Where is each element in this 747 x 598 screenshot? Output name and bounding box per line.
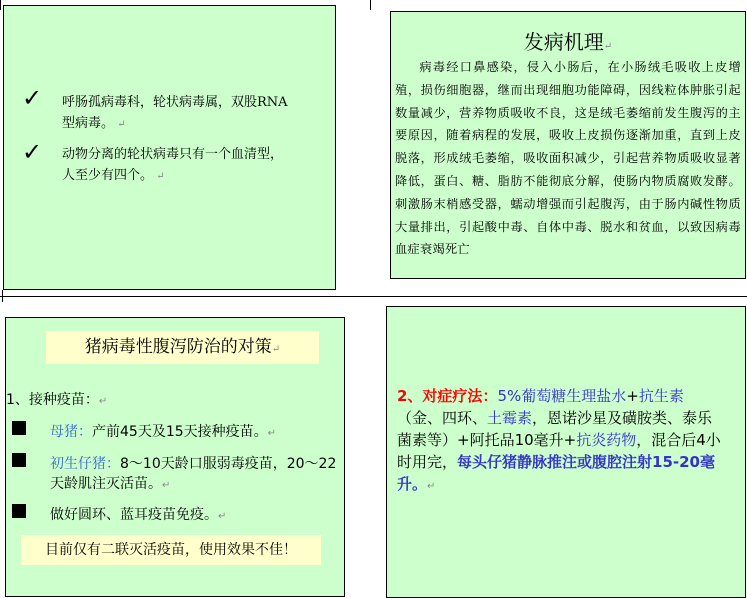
vaccine-item-other: 做好圆环、蓝耳疫苗免疫。↵ (50, 507, 227, 523)
vaccination-heading: 1、接种疫苗：↵ (6, 392, 108, 408)
treatment-text: 2、对症疗法：5%葡萄糖生理盐水+抗生素（金、四环、土霉素，恩诺沙星及磺胺类、泰乐菌素等）+阿托品10毫升+抗炎药物，混合后4小时用完，每头仔猪静脉推注或腹腔注射15-20毫升。↵ (397, 387, 721, 493)
check-icon: ✓ (22, 138, 43, 166)
square-bullet-icon (12, 421, 26, 435)
check-icon: ✓ (22, 84, 43, 112)
divider-line (0, 296, 747, 297)
treatment-heading: 2、对症疗法： (397, 387, 498, 405)
panel-vaccination (5, 317, 345, 597)
top-mid-tick (370, 0, 371, 10)
mid-left-tick (2, 290, 3, 302)
top-left-tick (0, 0, 1, 10)
panel-pathogenesis (390, 11, 746, 279)
panel-symptomatic-treatment (386, 306, 746, 598)
square-bullet-icon (12, 453, 26, 467)
vaccine-item-piglet: 初生仔猪：8～10天龄口服弱毒疫苗，20～22天龄肌注灭活苗。↵ (50, 456, 337, 492)
panel-virus-classification (3, 5, 336, 290)
pathogenesis-title: 发病机理↵ (523, 30, 613, 54)
vaccine-note: 目前仅有二联灭活疫苗，使用效果不佳！ (21, 535, 321, 565)
bullet-text-1: 呼肠孤病毒科，轮状病毒属，双股RNA型病毒。 ↵ (62, 95, 288, 131)
bullet-text-2: 动物分离的轮状病毒只有一个血清型，人至少有四个。 ↵ (62, 147, 284, 183)
pathogenesis-body: 病毒经口鼻感染，侵入小肠后，在小肠绒毛吸收上皮增殖，损伤细胞器，继而出现细胞功能障碍，因线粒体肿胀引起数量减少，营养物质吸收不良，这是绒毛萎缩前发生腹泻的主要原因，随着病程的发展，吸收上皮损伤逐渐加重，直到上皮脱落，形成绒毛萎缩，吸收面积减少，引起营养物质吸收显著降低，蛋白、糖、脂肪不能彻底分解，使肠内物质腐败发酵。刺激肠末梢感受器，蠕动增强而引起腹泻，由于肠内碱性物质大量排出，引起酸中毒、自体中毒、脱水和贫血，以致因病毒血症衰竭死亡 (395, 60, 741, 257)
prevention-title: 猪病毒性腹泻防治的对策↵ (46, 331, 319, 364)
square-bullet-icon (12, 504, 26, 518)
vaccine-item-sow: 母猪：产前45天及15天接种疫苗。↵ (50, 424, 277, 440)
